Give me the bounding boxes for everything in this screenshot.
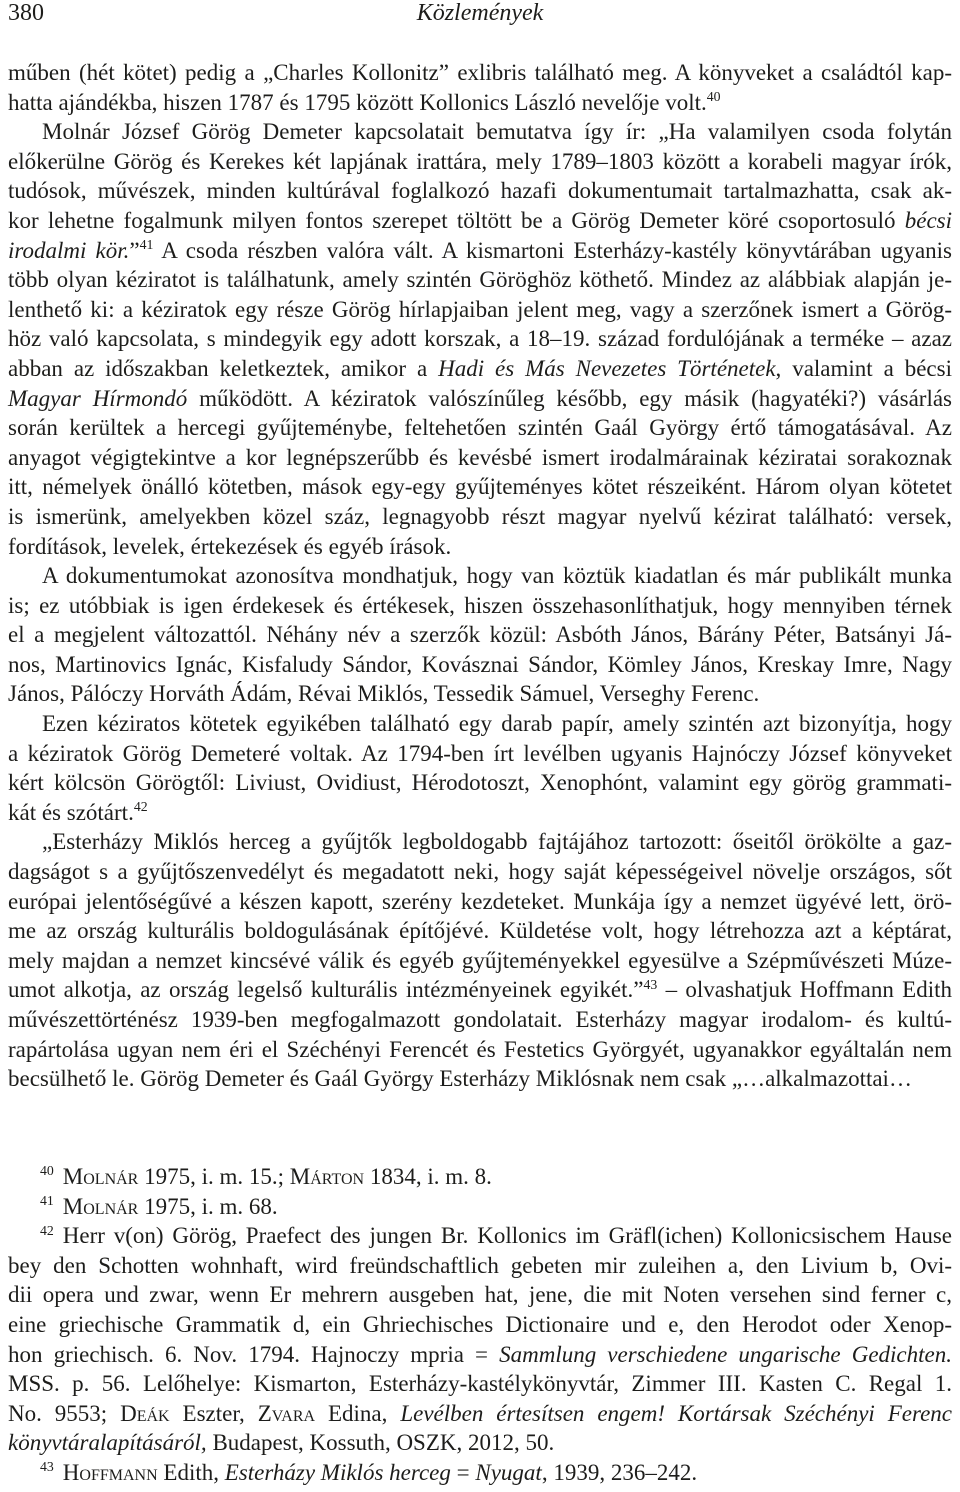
body-line [8,443,952,473]
text-run: rapártolása ugyan nem éri el Széchényi Ferencét és Festetics Györgyét, ugyanakkor egyáltalán nem [8,1036,952,1062]
italic-text: Hadi és Más Nevezetes Történetek [438,355,776,381]
footnote-line [8,1162,952,1192]
text-run: Budapest, Kossuth, OSZK, 2012, 50. [206,1430,555,1456]
footnote-line [8,1399,952,1429]
body-line [8,1035,952,1065]
footnote-line [8,1369,952,1399]
body-line [8,384,952,414]
footnote-number: 41 [40,1193,54,1209]
paragraph [8,827,952,1093]
body-line [8,354,952,384]
body-line [8,946,952,976]
body-line [8,1005,952,1035]
text-run: kát és szótárt. [8,799,134,825]
text-run: Herr v(on) Görög, Praefect des jungen Br. Kollonics im Gräfl(ichen) Kollonicsischem Hause [62,1223,952,1249]
text-run: is; ez utóbbiak is igen érdekesek és értékesek, hiszen összehasonlíthatjuk, hogy mennyiben térnek [8,592,952,618]
footnote-reference: 42 [133,799,148,815]
text-run: Edith, [157,1459,225,1485]
text-run: , 1939, 236–242. [541,1459,698,1485]
text-run: höz való kapcsolata, s mindegyik egy adott korszak, a 18–19. század fordulójának a terméke – azaz [8,326,952,352]
body-line [8,679,952,709]
text-run: során kerültek a hercegi gyűjteménybe, feltehetően szintén Gaál György értő támogatásával. Az [8,415,952,441]
footnote-line [8,1192,952,1222]
text-run: európai jelentőségűvé a készen kapott, szerény kezdeteket. Munkája így a nemzet ügyévé lett, örö- [8,888,952,914]
italic-text: könyvtáralapításáról, [8,1430,207,1456]
page-number: 380 [8,0,44,26]
text-run: MSS. p. 56. Lelőhelye: Kismarton, Esterházy-kastélykönyvtár, Zimmer III. Kasten C. Regal 1. [8,1371,952,1397]
text-run: dii opera und zwar, wenn Er mehrern ausgeben hat, jene, die mit Noten versehen sind ferner c, [8,1282,952,1308]
footnote-line [8,1221,952,1251]
text-run: mely majdan a nemzet kincsévé válik és egyéb gyűjteményekkel egyesülve a Szépművészeti Múze- [8,947,952,973]
text-run: dagságot s a gyűjtőszenvedélyt és megadatott neki, hogy saját képességeivel növelje országos, sőt [8,859,952,885]
body-line [8,887,952,917]
paragraph [8,58,952,117]
body-line [8,324,952,354]
footnote-line [8,1428,952,1458]
body-line [8,88,952,118]
italic-text: Sammlung verschiedene ungarische Gedichten. [499,1341,952,1367]
body-line [8,857,952,887]
text-run: = [450,1459,476,1485]
text-run: me az ország kulturális boldogulásának építőjévé. Küldetése volt, hogy létrehozza azt a képtárat, [8,918,952,944]
text-run: több olyan kéziratot is találhatunk, amely szintén Göröghöz köthető. Mindez az alábbiak alapján je- [8,267,952,293]
text-run: tudósok, művészek, minden kultúrával foglalkozó hazafi dokumentumait tartalmazhatta, csak ak- [8,178,952,204]
text-run: nos, Martinovics Ignác, Kisfaludy Sándor, Kovásznai Sándor, Kömley János, Kreskay Imre, Nagy [8,651,952,677]
small-caps-name: Deák [120,1400,170,1426]
text-run: kor lehetne fogalmunk milyen fontos szerepet töltött be a Görög Demeter köré csoportosuló [8,207,905,233]
text-run: hon griechisch. 6. Nov. 1794. Hajnoczy mpria = [8,1341,500,1367]
italic-text: Nyugat [475,1459,542,1485]
text-run: eine griechische Grammatik d, ein Ghriechisches Dictionaire und e, den Herodot oder Xenop- [8,1311,952,1337]
italic-text: bécsi [904,207,952,233]
body-line [8,591,952,621]
body-line [8,236,952,266]
body-line [8,502,952,532]
footnote [8,1458,952,1488]
text-run: Molnár József Görög Demeter kapcsolatait bemutatva így ír: „Ha valamilyen csoda folytán [42,119,952,145]
footnote-line [8,1280,952,1310]
small-caps-name: Molnár [62,1164,139,1189]
text-run: lenthető ki: a kéziratok egy része Görög hírlapjaiban jelent meg, vagy a szerzőnek ismert a Görög- [8,296,952,322]
body-line [8,265,952,295]
body-line [8,798,952,828]
footnote-line [8,1340,952,1370]
body-line [8,472,952,502]
body-line [8,561,952,591]
body-line [8,117,952,147]
italic-text: Levélben értesítsen engem! Kortársak Széchényi Ferenc [400,1400,953,1426]
text-run: kért kölcsön Görögtől: Liviust, Ovidiust, Hérodotoszt, Xenophónt, valamint egy görög grammati- [8,770,952,796]
italic-text: Magyar Hírmondó [8,385,188,411]
footnote-line [8,1458,952,1488]
text-run: abban az időszakban keletkeztek, amikor a [8,355,439,381]
paragraph [8,561,952,709]
paragraph [8,709,952,827]
text-run: műben (hét kötet) pedig a „Charles Kollonitz” exlibris található meg. A könyveket a családtól kap- [8,60,952,85]
footnote [8,1221,952,1458]
text-run: itt, némelyek önálló kötetben, mások egy-egy gyűjteményes kötet részeiként. Három olyan kötetet [8,474,952,500]
footnotes [8,1162,952,1488]
body-line [8,58,952,88]
text-run: A dokumentumokat azonosítva mondhatjuk, hogy van köztük kiadatlan és már publikált munka [42,563,952,589]
body-line [8,709,952,739]
text-run: 1975, i. m. 68. [138,1193,278,1219]
text-run: Eszter, [169,1400,258,1426]
text-run: Ezen kéziratos kötetek egyikében található egy darab papír, amely szintén azt bizonyítja, hogy [42,711,952,737]
text-run: A csoda részben valóra vált. A kismartoni Esterházy-kastély könyvtárában ugyanis [153,237,952,263]
text-run: előkerülne Görög és Kerekes két lapjának irattára, mely 1789–1803 között a korabeli magyar írók, [8,148,952,174]
italic-text: irodalmi kör. [8,237,130,263]
footnote-reference: 43 [643,976,658,992]
text-run: anyagot végigtekintve a kor legnépszerűbb és kevésbé ismert irodalmárainak kéziratai sorakoznak [8,444,952,470]
footnote-line [8,1310,952,1340]
body-line [8,1064,952,1094]
body-line [8,768,952,798]
page-header [8,0,952,26]
footnote-number: 40 [40,1163,54,1179]
text-run: hatta ajándékba, hiszen 1787 és 1795 között Kollonics László nevelője volt. [8,89,707,115]
body-line [8,295,952,325]
footnote [8,1192,952,1222]
text-run: a kéziratok Görög Demeteré voltak. Az 1794-ben írt levélben ugyanis Hajnóczy József könyveket [8,740,952,766]
text-run: is ismerünk, amelyekben közel száz, legnagyobb részt magyar nyelvű kézirat található: versek, [8,503,952,529]
body-line [8,739,952,769]
footnote-number: 43 [40,1459,54,1475]
text-run: becsülhető le. Görög Demeter és Gaál György Esterházy Miklósnak nem csak „…alkalmazottai… [8,1066,912,1092]
small-caps-name: Márton [289,1164,365,1189]
text-run: János, Pálóczy Horváth Ádám, Révai Miklós, Tessedik Sámuel, Verseghy Ferenc. [8,681,760,707]
text-run: fordítások, levelek, értekezések és egyéb írások. [8,533,452,559]
text-run: No. 9553; [8,1400,121,1426]
body-line [8,620,952,650]
text-run: – olvashatjuk Hoffmann Edith [657,977,952,1003]
small-caps-name: Hoffmann [62,1459,158,1485]
text-run: működött. A kéziratok valószínűleg később, egy másik (hagyatéki?) vásárlás [187,385,952,411]
text-run: , valamint a bécsi [775,355,952,381]
small-caps-name: Molnár [62,1193,139,1219]
small-caps-name: Zvara [257,1400,316,1426]
body-line [8,147,952,177]
footnote-reference: 41 [139,237,154,253]
text-run: művészettörténész 1939-ben megfogalmazott gondolatait. Esterházy magyar irodalom- és kultú- [8,1007,952,1032]
text-run: 1975, i. m. 15.; [138,1164,290,1189]
text-run: bey den Schotten wohnhaft, wird freündschaftlich gebeten mir zuleihen a, den Livium b, Ovi- [8,1252,952,1278]
footnote-number: 42 [40,1222,54,1238]
italic-text: Esterházy Miklós herceg [224,1459,451,1485]
body-line [8,827,952,857]
body-line [8,650,952,680]
article-body [8,58,952,1094]
running-title: Közlemények [416,0,544,26]
footnote-reference: 40 [706,89,721,105]
text-run: 1834, i. m. 8. [364,1164,492,1189]
footnote-line [8,1251,952,1281]
body-line [8,176,952,206]
text-run: el a megjelent változattól. Néhány név a szerzők közül: Asbóth János, Bárány Péter, Batsányi Já- [8,622,952,648]
body-line [8,975,952,1005]
text-run: Edina, [315,1400,401,1426]
footnote [8,1162,952,1192]
text-run: ” [129,237,140,263]
text-run: „Esterházy Miklós herceg a gyűjtők legboldogabb fajtájához tartozott: őseitől örökölte a gaz- [42,829,952,855]
body-line [8,532,952,562]
body-line [8,916,952,946]
body-line [8,413,952,443]
paragraph [8,117,952,561]
text-run: umot alkotja, az ország legelső kulturális intézményeinek egyikét.” [8,977,644,1003]
body-line [8,206,952,236]
